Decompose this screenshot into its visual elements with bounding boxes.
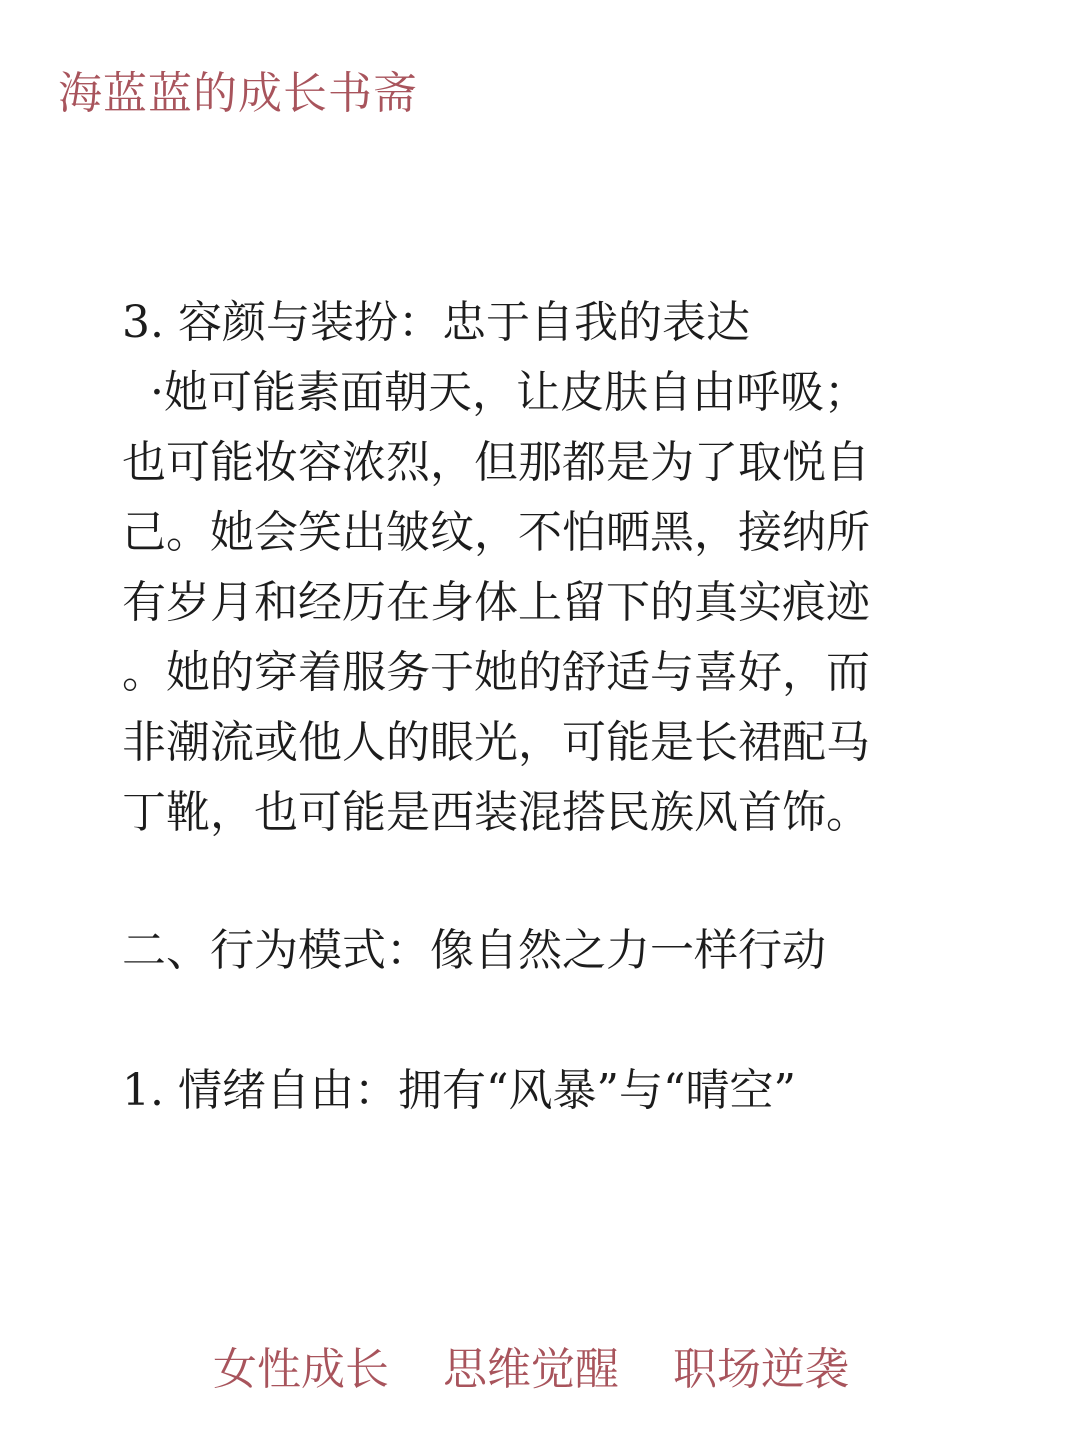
tag-mind-awakening: 思维觉醒 <box>443 1344 619 1395</box>
brand-title: 海蓝蓝的成长书斋 <box>58 68 418 119</box>
paragraph-line: ·她可能素面朝天，让皮肤自由呼吸； <box>122 367 868 418</box>
paragraph-line: 己。她会笑出皱纹，不怕晒黑，接纳所 <box>122 507 870 558</box>
section-heading-two: 二、行为模式：像自然之力一样行动 <box>122 925 826 976</box>
section-heading-3: 3. 容颜与装扮：忠于自我的表达 <box>122 297 750 348</box>
section-heading-two-1: 1. 情绪自由：拥有“风暴”与“晴空” <box>122 1065 796 1116</box>
tag-row <box>213 1340 849 1400</box>
paragraph-line: 丁靴，也可能是西装混搭民族风首饰。 <box>122 787 870 838</box>
paragraph-line: 。她的穿着服务于她的舒适与喜好，而 <box>122 647 870 698</box>
article-content <box>122 288 952 1126</box>
paragraph-line: 非潮流或他人的眼光，可能是长裙配马 <box>122 717 870 768</box>
spacer <box>122 986 952 1056</box>
spacer <box>122 848 952 916</box>
tag-women-growth: 女性成长 <box>213 1344 389 1395</box>
tag-career-comeback: 职场逆袭 <box>673 1344 849 1395</box>
paragraph-line: 有岁月和经历在身体上留下的真实痕迹 <box>122 577 870 628</box>
paragraph-line: 也可能妆容浓烈，但那都是为了取悦自 <box>122 437 870 488</box>
